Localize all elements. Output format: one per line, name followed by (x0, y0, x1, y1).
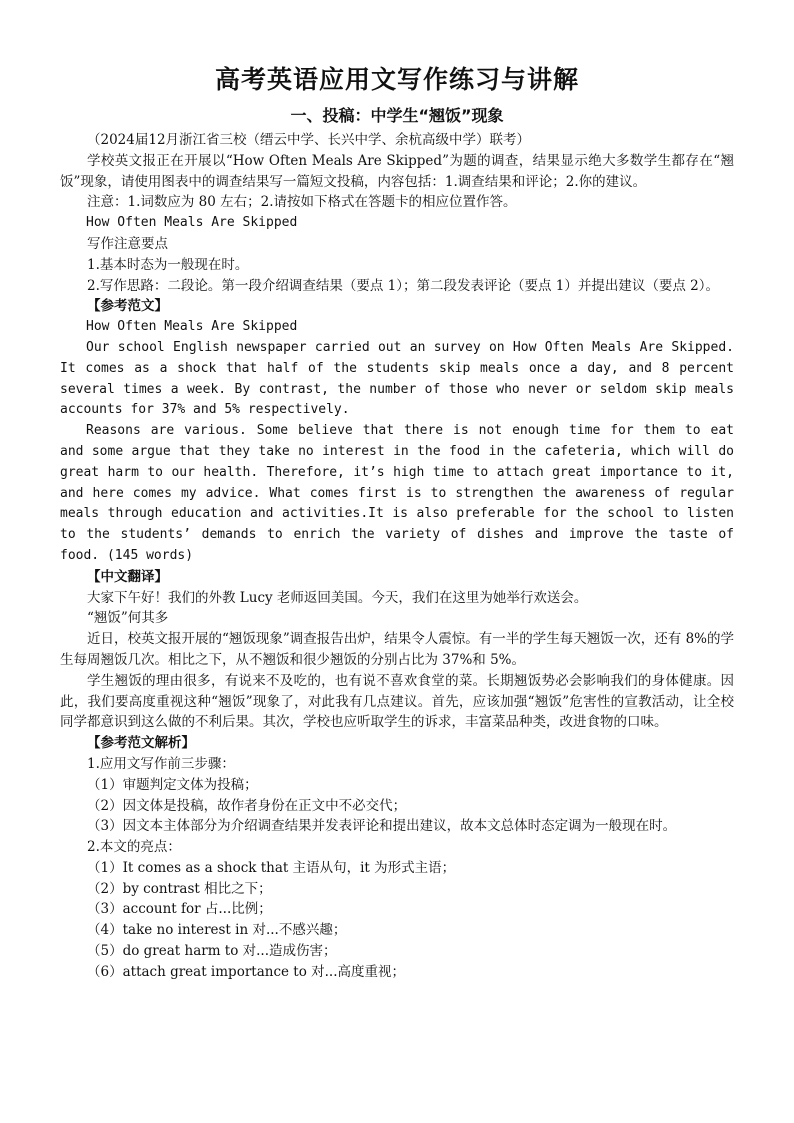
highlight-item: （6）attach great importance to 对...高度重视； (87, 963, 406, 980)
translation-line: 近日，校英文报开展的“翘饭现象”调查报告出炉，结果令人震惊。有一半的学生每天翘饭一次，还有 8%的学生每周翘饭几次。相比之下，从不翘饭和很少翘饭的分别占比为 37%和 5%。 (60, 631, 735, 668)
analysis-heading: 【参考范文解析】 (87, 735, 195, 752)
translation-line: 学生翘饭的理由很多，有说来不及吃的，也有说不喜欢食堂的菜。长期翘饭势必会影响我们的身体健康。因此，我们要高度重视这种“翘饭”现象了，对此我有几点建议。首先，应该加强“翘饭”危害性的宣教活动，让全校同学都意识到这么做的不利后果。其次，学校也应听取学生的诉求，丰富菜品种类，改进食物的口味。 (60, 672, 734, 731)
tip-item: 1.基本时态为一般现在时。 (87, 256, 249, 273)
highlight-item: （1）It comes as a shock that 主语从句，it 为形式主语； (87, 859, 456, 876)
section-title: 一、投稿：中学生“翘饭”现象 (290, 106, 504, 125)
page-title: 高考英语应用文写作练习与讲解 (214, 65, 579, 94)
highlight-item: （3）account for 占...比例； (87, 901, 272, 918)
format-title: How Often Meals Are Skipped (86, 215, 298, 231)
sample-paragraph: Our school English newspaper carried out an survey on How Often Meals Are Skipped. It comes as a shock that half of the students skip meals once a day, and 8 percent several times a week. By contrast, the number of those who never or seldom skip meals accounts for 37% and 5% respectively. (60, 339, 734, 418)
translation-title: “翘饭”何其多 (87, 610, 169, 627)
sample-title: How Often Meals Are Skipped (86, 319, 298, 335)
highlight-item: （2）by contrast 相比之下； (87, 880, 272, 897)
sample-paragraph: Reasons are various. Some believe that there is not enough time for them to eat and some argue that they take no interest in the food in the cafeteria, which will do great harm to our health. Therefore, it’s high time to attach great importance to it, and here comes my advice. What comes first is to strengthen the awareness of regular meals through education and activities.It is also preferable for the school to listen to the students’ demands to enrich the variety of dishes and improve the taste of food. (145 words) (60, 423, 734, 563)
analysis-step: （3）因文本主体部分为介绍调查结果并发表评论和提出建议，故本文总体时态定调为一般现在时。 (87, 818, 677, 835)
analysis-steps (60, 775, 734, 837)
highlights-list (60, 858, 734, 983)
prompt-text: 学校英文报正在开展以“How Often Meals Are Skipped”为题的调查，结果显示绝大多数学生都存在“翘饭”现象，请使用图表中的调查结果写一篇短文投稿，内容包括：1.调查结果和评论；2.你的建议。 (60, 152, 734, 190)
notice-text: 注意：1.词数应为 80 左右；2.请按如下格式在答题卡的相应位置作答。 (87, 194, 517, 211)
highlights-title: 2.本文的亮点： (87, 839, 181, 856)
document-page (60, 62, 734, 983)
source-note: （2024届12月浙江省三校（缙云中学、长兴中学、余杭高级中学）联考） (87, 132, 531, 148)
highlight-item: （5）do great harm to 对...造成伤害； (87, 943, 337, 960)
analysis-step: （2）因文体是投稿，故作者身份在正文中不必交代； (87, 797, 407, 814)
tips-heading: 写作注意要点 (87, 235, 168, 252)
sample-heading: 【参考范文】 (87, 298, 168, 315)
highlight-item: （4）take no interest in 对...不感兴趣； (87, 922, 347, 939)
translation-heading: 【中文翻译】 (87, 568, 168, 585)
tip-item: 2.写作思路：二段论。第一段介绍调查结果（要点 1）；第二段发表评论（要点 1）并提出建议（要点 2）。 (87, 277, 720, 294)
translation-line: 大家下午好！我们的外教 Lucy 老师返回美国。今天，我们在这里为她举行欢送会。 (87, 589, 588, 606)
analysis-step: （1）审题判定文体为投稿； (87, 776, 258, 793)
analysis-step-title: 1.应用文写作前三步骤： (87, 755, 235, 772)
